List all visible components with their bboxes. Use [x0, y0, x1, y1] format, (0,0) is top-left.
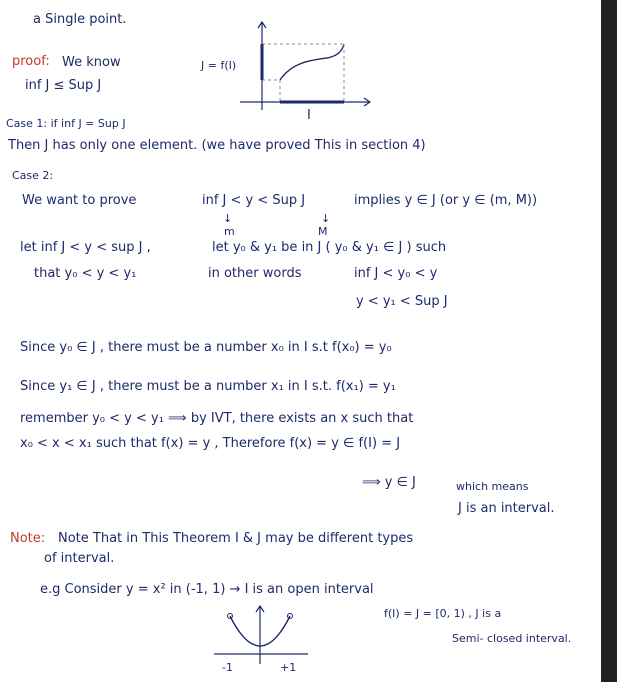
ineq-2: y < y₁ < Sup J: [356, 294, 448, 309]
since-line-1: Since y₀ ∈ J , there must be a number x₀ in I s.t f(x₀) = y₀: [20, 340, 392, 355]
which-means: which means: [456, 480, 529, 493]
that-line: that y₀ < y < y₁: [34, 266, 137, 281]
want-ineq: inf J < y < Sup J: [202, 193, 306, 208]
eg-line: e.g Consider y = x² in (-1, 1) → I is an open interval: [40, 582, 374, 597]
let-line-a: let inf J < y < sup J ,: [20, 240, 151, 255]
case2-label: Case 2:: [12, 169, 54, 182]
want-prove: We want to prove: [22, 193, 137, 208]
graph1-curve: [280, 44, 344, 80]
graph2-plot: [212, 604, 312, 666]
arrow-m: ↓: [223, 212, 233, 225]
since-line-2: Since y₁ ∈ J , there must be a number x₁ in I s.t. f(x₁) = y₁: [20, 379, 396, 394]
want-implies: implies y ∈ J (or y ∈ (m, M)): [354, 193, 538, 208]
inf-sup-line: inf J ≤ Sup J: [25, 78, 102, 93]
note-text: Note That in This Theorem I & J may be different types: [58, 531, 414, 546]
case1-conclusion: Then J has only one element. (we have proved This in section 4): [8, 138, 426, 153]
label-m: m: [224, 225, 235, 238]
arrow-M: ↓: [321, 212, 331, 225]
semi-closed-line: Semi- closed interval.: [452, 632, 572, 645]
label-M: M: [318, 225, 328, 238]
graph1-func-label: J = f(I): [201, 59, 237, 72]
graph1-x-label: I: [307, 108, 311, 123]
case1-line: Case 1: if inf J = Sup J: [6, 117, 126, 130]
proof-text: We know: [62, 55, 121, 70]
of-interval: of interval.: [44, 551, 115, 566]
proof-label: proof:: [12, 54, 50, 69]
ineq-1: inf J < y₀ < y: [354, 266, 438, 281]
note-label: Note:: [10, 531, 46, 546]
line-single-point: a Single point.: [33, 12, 127, 27]
graph1-plot: [232, 22, 372, 117]
other-words: in other words: [208, 266, 302, 281]
fI-line: f(I) = J = [0, 1) , J is a: [384, 607, 502, 620]
graph2-left-tick: -1: [222, 661, 233, 674]
remember-line: remember y₀ < y < y₁ ⟹ by IVT, there exists an x such that: [20, 411, 414, 426]
implies-line: ⟹ y ∈ J: [362, 475, 416, 490]
let-line-b: let y₀ & y₁ be in J ( y₀ & y₁ ∈ J ) such: [212, 240, 447, 255]
window-edge: [601, 0, 617, 682]
x0x1-line: x₀ < x < x₁ such that f(x) = y , Therefore f(x) = y ∈ f(I) = J: [20, 436, 401, 451]
graph2-right-tick: +1: [280, 661, 297, 674]
is-interval: J is an interval.: [458, 501, 555, 516]
